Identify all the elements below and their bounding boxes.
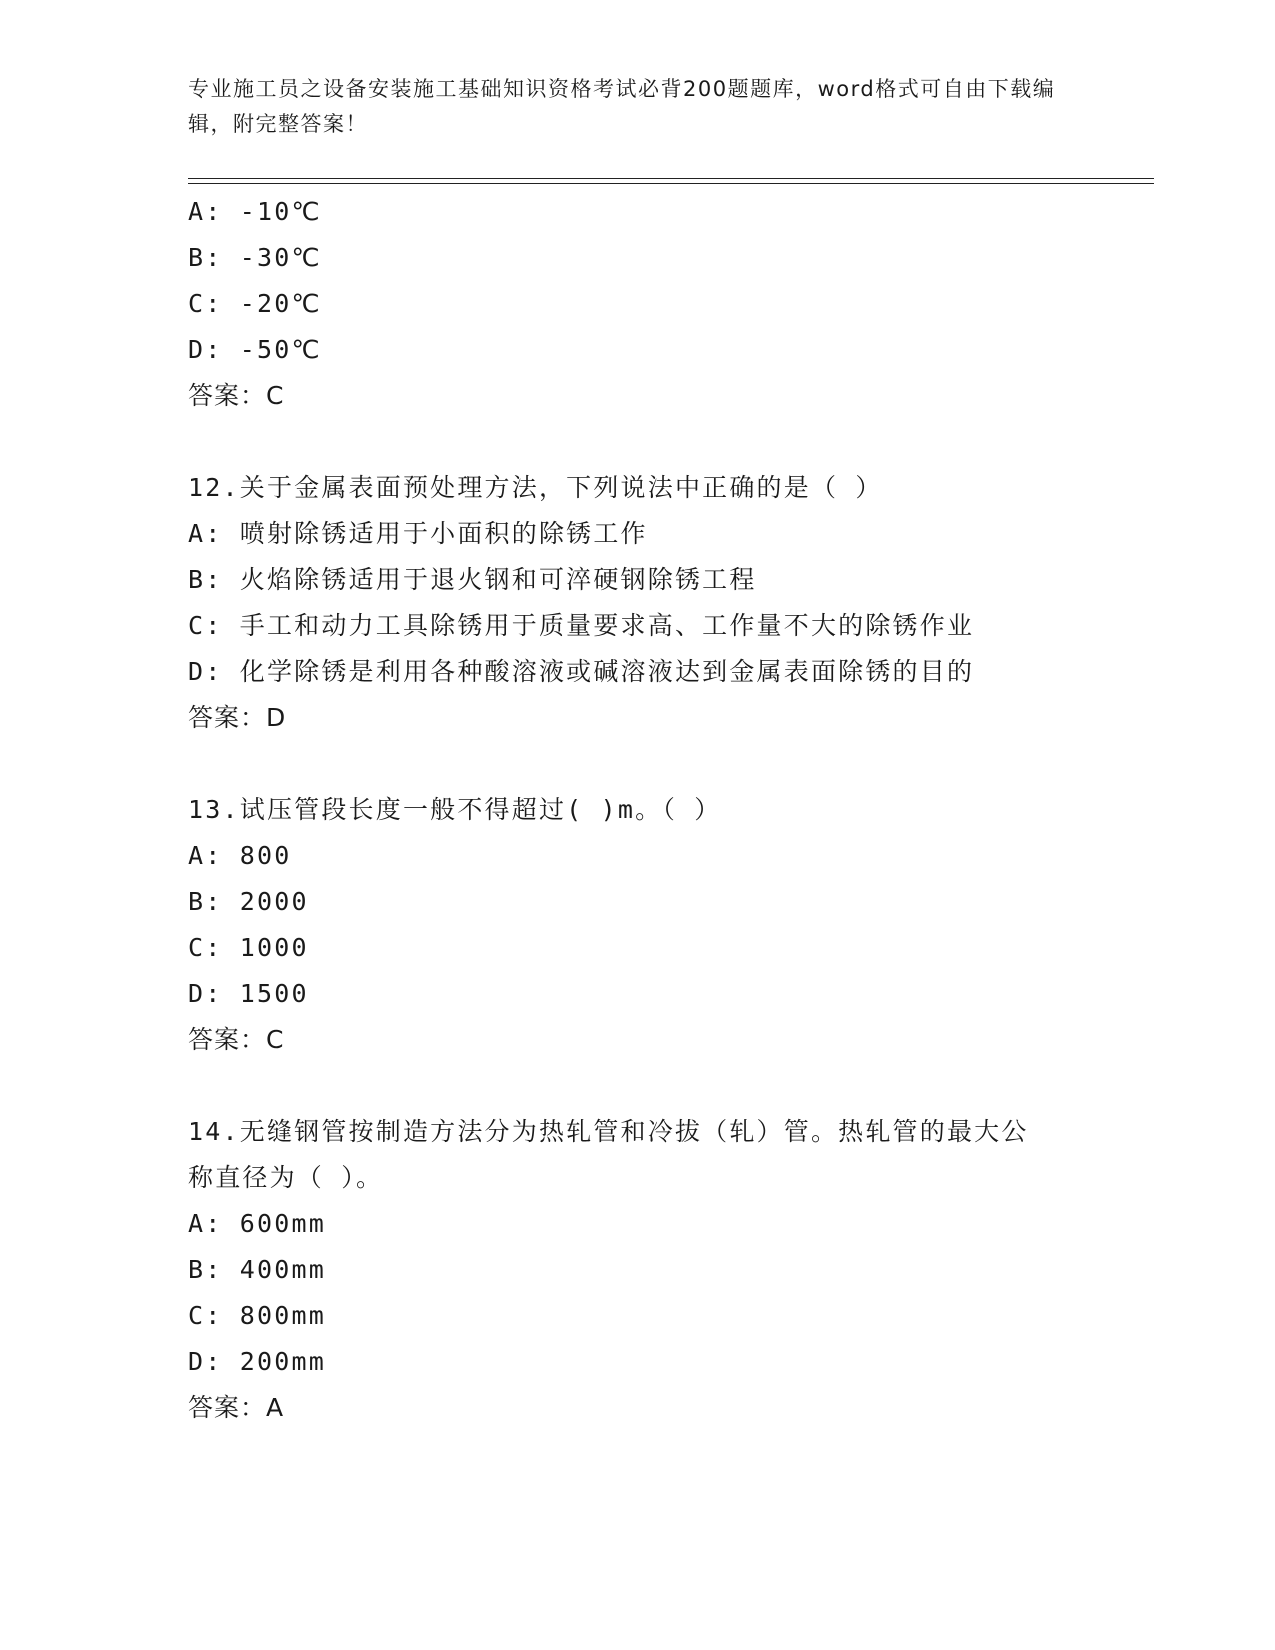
option-b: B: 火焰除锈适用于退火钢和可淬硬钢除锈工程: [188, 565, 757, 594]
option-b: B: 400mm: [188, 1255, 327, 1284]
option-b: B: 2000: [188, 887, 309, 916]
spacer: [188, 419, 1088, 465]
question-12: [188, 465, 1088, 741]
option-d: D: 化学除锈是利用各种酸溶液或碱溶液达到金属表面除锈的目的: [188, 657, 975, 686]
option-d: D: -50℃: [188, 335, 322, 364]
option-c: C: 1000: [188, 933, 309, 962]
option-c: C: 800mm: [188, 1301, 327, 1330]
option-a: A: 600mm: [188, 1209, 327, 1238]
question-list: [188, 189, 1088, 1431]
question-stem-line-1: 14.无缝钢管按制造方法分为热轧管和冷拔（轧）管。热轧管的最大公: [188, 1117, 1029, 1146]
header-divider-top: [188, 178, 1154, 179]
document-header: [188, 72, 1088, 142]
option-c: C: -20℃: [188, 289, 322, 318]
question-13: [188, 787, 1088, 1063]
header-divider-bottom: [188, 183, 1154, 184]
spacer: [188, 741, 1088, 787]
question-stem-line-2: 称直径为（ ）。: [188, 1163, 384, 1192]
question-stem: 12.关于金属表面预处理方法，下列说法中正确的是（ ）: [188, 473, 883, 502]
answer: 答案：D: [188, 703, 287, 732]
question-stem: 13.试压管段长度一般不得超过( )m。（ ）: [188, 795, 722, 824]
option-d: D: 200mm: [188, 1347, 327, 1376]
option-c: C: 手工和动力工具除锈用于质量要求高、工作量不大的除锈作业: [188, 611, 975, 640]
option-b: B: -30℃: [188, 243, 322, 272]
spacer: [188, 1063, 1088, 1109]
answer: 答案：C: [188, 1025, 285, 1054]
answer: 答案：A: [188, 1393, 285, 1422]
option-a: A: 800: [188, 841, 292, 870]
question-11: [188, 189, 1088, 419]
option-d: D: 1500: [188, 979, 309, 1008]
option-a: A: -10℃: [188, 197, 322, 226]
option-a: A: 喷射除锈适用于小面积的除锈工作: [188, 519, 648, 548]
answer: 答案：C: [188, 381, 285, 410]
header-text: 专业施工员之设备安装施工基础知识资格考试必背200题题库，word格式可自由下载编辑，附完整答案！: [188, 77, 1056, 136]
question-14: [188, 1109, 1088, 1431]
